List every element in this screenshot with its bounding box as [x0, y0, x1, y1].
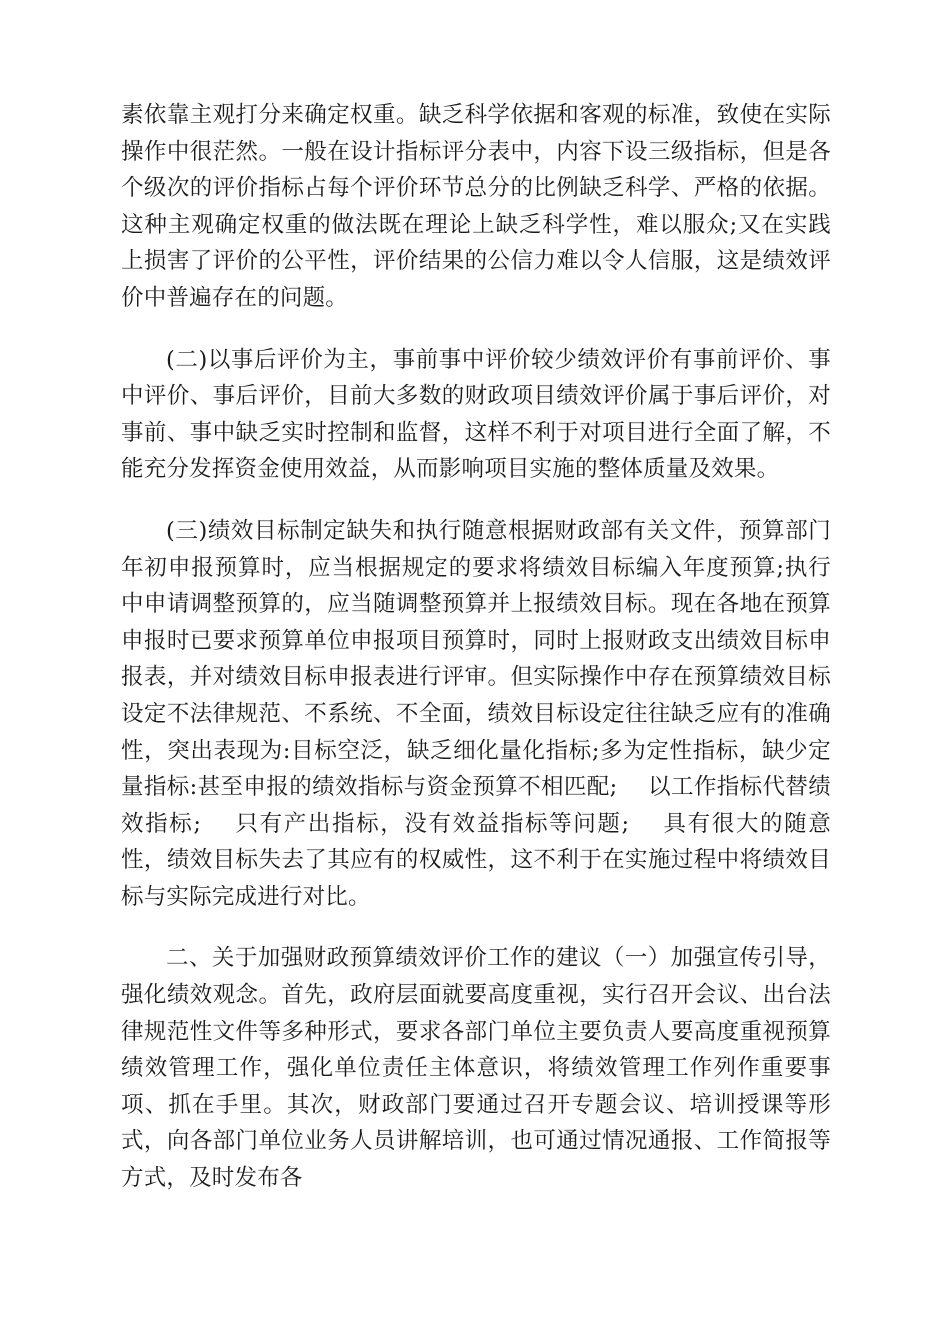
paragraph-continuation: 素依靠主观打分来确定权重。缺乏科学依据和客观的标准，致使在实际操作中很茫然。一般在设计指标评分表中，内容下设三级指标，但是各个级次的评价指标占每个评价环节总分的比例缺乏科学、严格的依据。这种主观确定权重的做法既在理论上缺乏科学性，难以服众;又在实践上损害了评价的公平性，评价结果的公信力难以令人信服，这是绩效评价中普遍存在的问题。	[121, 102, 831, 311]
document-body	[121, 97, 831, 1197]
paragraph-section-2: (二)以事后评价为主，事前事中评价较少绩效评价有事前评价、事中评价、事后评价，目前大多数的财政项目绩效评价属于事后评价，对事前、事中缺乏实时控制和监督，这样不利于对项目进行全面了解，不能充分发挥资金使用效益，从而影响项目实施的整体质量及效果。	[121, 346, 831, 483]
paragraph-section-3: (三)绩效目标制定缺失和执行随意根据财政部有关文件，预算部门年初申报预算时，应当根据规定的要求将绩效目标编入年度预算;执行中申请调整预算的，应当随调整预算并上报绩效目标。现在各地在预算申报时已要求预算单位申报项目预算时，同时上报财政支出绩效目标申报表，并对绩效目标申报表进行评审。但实际操作中存在预算绩效目标设定不法律规范、不系统、不全面，绩效目标设定往往缺乏应有的准确性，突出表现为:目标空泛，缺乏细化量化指标;多为定性指标，缺少定量指标:甚至申报的绩效指标与资金预算不相匹配; 以工作指标代替绩效指标; 只有产出指标，没有效益指标等问题; 具有很大的随意性，绩效目标失去了其应有的权威性，这不利于在实施过程中将绩效目标与实际完成进行对比。	[121, 517, 831, 910]
paragraph-recommendations: 二、关于加强财政预算绩效评价工作的建议（一）加强宣传引导，强化绩效观念。首先，政府层面就要高度重视，实行召开会议、出台法律规范性文件等多种形式，要求各部门单位主要负责人要高度重视预算绩效管理工作，强化单位责任主体意识，将绩效管理工作列作重要事项、抓在手里。其次，财政部门要通过召开专题会议、培训授课等形式，向各部门单位业务人员讲解培训，也可通过情况通报、工作简报等方式，及时发布各	[121, 945, 831, 1192]
